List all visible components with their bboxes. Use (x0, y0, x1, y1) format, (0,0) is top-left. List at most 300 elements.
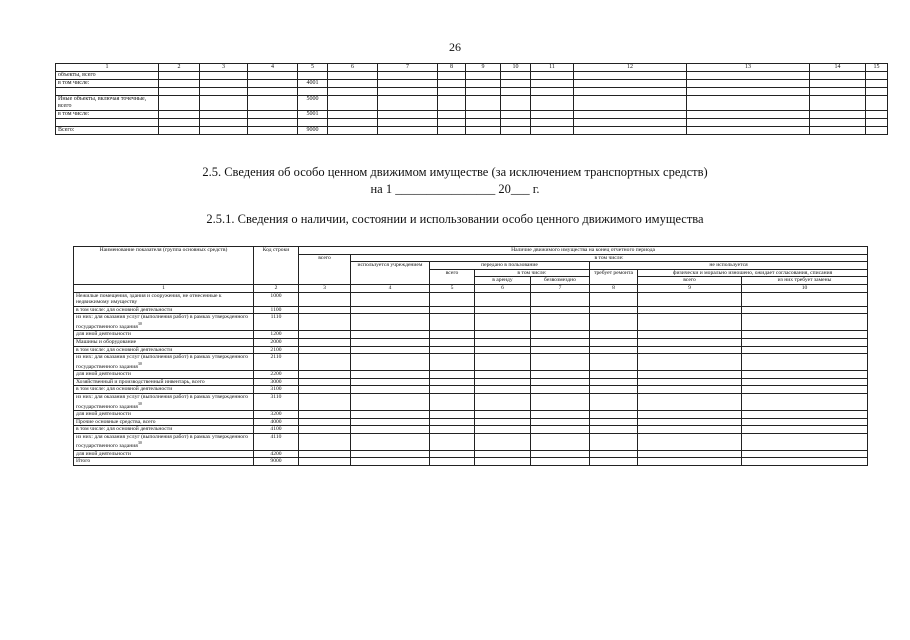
row-label (74, 354, 254, 371)
row-label-text: в том числе: для основной деятельности (76, 386, 173, 393)
table-cell (475, 314, 531, 331)
table-cell (351, 450, 430, 458)
table-cell (638, 306, 742, 314)
row-label: в том числе: (56, 111, 159, 119)
table-cell (378, 72, 438, 80)
table-cell (590, 331, 638, 339)
table-cell (430, 418, 475, 426)
row-code: 3100 (254, 386, 299, 394)
table-cell (159, 111, 200, 119)
table-cell (351, 433, 430, 450)
table-cell (638, 386, 742, 394)
table-cell (531, 72, 574, 80)
table-cell (248, 111, 298, 119)
column-number: 8 (438, 64, 466, 72)
table-row (74, 426, 868, 434)
table-cell (531, 88, 574, 96)
table-cell (590, 306, 638, 314)
table-cell (200, 111, 248, 119)
table-cell (475, 346, 531, 354)
table-cell (159, 72, 200, 80)
table-cell (475, 450, 531, 458)
table-cell (430, 331, 475, 339)
table-cell (159, 96, 200, 111)
table-cell (159, 127, 200, 135)
table-cell (475, 433, 531, 450)
row-label (74, 306, 254, 314)
table-cell (638, 411, 742, 419)
table-cell (687, 127, 810, 135)
table-cell (590, 292, 638, 306)
row-label: объекты, всего (56, 72, 159, 80)
table-cell (590, 418, 638, 426)
column-number: 8 (590, 284, 638, 292)
table-cell (810, 127, 866, 135)
continuation-table (55, 63, 888, 135)
table-cell (742, 386, 868, 394)
column-number: 12 (574, 64, 687, 72)
table-cell (590, 354, 638, 371)
table-cell (466, 127, 501, 135)
table-cell (328, 88, 378, 96)
table-cell (466, 119, 501, 127)
header-code: Код строки (254, 247, 299, 285)
table-cell (742, 338, 868, 346)
table-cell (638, 394, 742, 411)
row-label (74, 458, 254, 466)
column-number-row (56, 64, 888, 72)
row-label-text: Нежилые помещения, здания и сооружения, не отнесенные к недвижимому имуществу (76, 292, 222, 306)
table-cell (475, 458, 531, 466)
section-date: на 1 ________________ 20___ г. (370, 182, 540, 196)
table-cell (475, 426, 531, 434)
table-cell (200, 72, 248, 80)
row-label: в том числе: (56, 80, 159, 88)
row-label (74, 314, 254, 331)
table-cell (351, 314, 430, 331)
table-row (56, 80, 888, 88)
table-cell (378, 111, 438, 119)
table-cell (501, 119, 531, 127)
table-cell (531, 127, 574, 135)
table-row (74, 354, 868, 371)
table-cell (466, 80, 501, 88)
column-number: 2 (159, 64, 200, 72)
table-cell (810, 88, 866, 96)
table-cell (590, 386, 638, 394)
column-number: 1 (56, 64, 159, 72)
table-cell (531, 386, 590, 394)
row-code: 1100 (254, 306, 299, 314)
row-label (74, 331, 254, 339)
table-row (56, 119, 888, 127)
table-cell (531, 119, 574, 127)
table-cell (531, 306, 590, 314)
column-number: 10 (742, 284, 868, 292)
row-label (74, 378, 254, 386)
section-title-text: 2.5. Сведения об особо ценном движимом имуществе (за исключением транспортных средств) (202, 165, 708, 179)
table-cell (299, 394, 351, 411)
header-transferred: передано в пользование (430, 262, 590, 270)
table-cell (638, 433, 742, 450)
table-row (74, 433, 868, 450)
column-number: 6 (475, 284, 531, 292)
column-number: 9 (466, 64, 501, 72)
table-cell (574, 72, 687, 80)
table-cell (531, 111, 574, 119)
table-cell (742, 426, 868, 434)
table-cell (590, 314, 638, 331)
row-label (74, 426, 254, 434)
row-label-text: для иной деятельности (76, 450, 131, 457)
table-cell (351, 394, 430, 411)
table-cell (378, 88, 438, 96)
table-cell (351, 338, 430, 346)
column-number: 14 (810, 64, 866, 72)
table-cell (590, 371, 638, 379)
header-worn-total: всего (638, 277, 742, 285)
table-cell (574, 88, 687, 96)
header-not-used: не используется (590, 262, 868, 270)
section-title (0, 164, 910, 198)
header-free: безвозмездно (531, 277, 590, 285)
table-cell (475, 331, 531, 339)
column-number: 5 (430, 284, 475, 292)
row-label (74, 346, 254, 354)
column-number: 3 (200, 64, 248, 72)
row-label (74, 386, 254, 394)
table-cell (351, 386, 430, 394)
table-cell (742, 458, 868, 466)
column-number: 1 (74, 284, 254, 292)
table-row (74, 338, 868, 346)
table-cell (299, 418, 351, 426)
row-code: 4110 (254, 433, 299, 450)
table-cell (438, 111, 466, 119)
table-cell (200, 96, 248, 111)
row-code: 1200 (254, 331, 299, 339)
table-cell (866, 72, 888, 80)
table-row (74, 458, 868, 466)
table-cell (590, 338, 638, 346)
row-label-text: Машины и оборудование (76, 338, 137, 345)
row-code: 5001 (298, 111, 328, 119)
table-cell (466, 88, 501, 96)
table-cell (299, 371, 351, 379)
row-label-text: из них: для оказания услуг (выполнения работ) в рамках утвержденного государственного задания (76, 354, 249, 370)
table-cell (810, 96, 866, 111)
column-number: 6 (328, 64, 378, 72)
table-cell (638, 292, 742, 306)
table-cell (531, 331, 590, 339)
subsection-title: 2.5.1. Сведения о наличии, состоянии и использовании особо ценного движимого имущества (206, 212, 704, 226)
table-cell (430, 394, 475, 411)
row-label-text: Итого (76, 458, 91, 465)
row-label (56, 88, 159, 96)
column-number: 7 (531, 284, 590, 292)
table-cell (742, 331, 868, 339)
column-number: 15 (866, 64, 888, 72)
table-cell (351, 292, 430, 306)
table-cell (531, 96, 574, 111)
row-code (298, 119, 328, 127)
table-cell (531, 458, 590, 466)
table-row (74, 418, 868, 426)
table-cell (501, 72, 531, 80)
row-label (74, 433, 254, 450)
table-cell (328, 127, 378, 135)
column-number: 5 (298, 64, 328, 72)
table-cell (687, 72, 810, 80)
row-code: 2200 (254, 371, 299, 379)
table-cell (810, 72, 866, 80)
table-cell (501, 88, 531, 96)
page-number: 26 (449, 40, 461, 54)
table-row (56, 111, 888, 119)
row-label-text: в том числе: для основной деятельности (76, 306, 173, 313)
table-cell (638, 450, 742, 458)
table-cell (501, 96, 531, 111)
table-cell (430, 371, 475, 379)
table-cell (299, 458, 351, 466)
table-cell (299, 314, 351, 331)
table-cell (501, 111, 531, 119)
header-transferred-total: всего (430, 269, 475, 284)
table-row (74, 386, 868, 394)
table-cell (475, 378, 531, 386)
table-cell (531, 346, 590, 354)
table-row (74, 292, 868, 306)
table-cell (351, 378, 430, 386)
table-cell (299, 346, 351, 354)
table-cell (574, 119, 687, 127)
table-cell (574, 80, 687, 88)
row-code: 2000 (254, 338, 299, 346)
table-cell (159, 119, 200, 127)
row-label-text: Прочие основные средства, всего (76, 418, 156, 425)
table-cell (200, 88, 248, 96)
table-cell (430, 306, 475, 314)
table-cell (742, 394, 868, 411)
table-cell (248, 72, 298, 80)
table-cell (742, 306, 868, 314)
table-cell (590, 346, 638, 354)
table-cell (430, 426, 475, 434)
table-cell (590, 450, 638, 458)
table-cell (248, 119, 298, 127)
table-cell (351, 331, 430, 339)
table-cell (742, 292, 868, 306)
table-cell (430, 314, 475, 331)
table-cell (299, 331, 351, 339)
table-cell (351, 458, 430, 466)
table-cell (638, 458, 742, 466)
row-label (74, 338, 254, 346)
table-cell (638, 418, 742, 426)
table-cell (590, 433, 638, 450)
movable-property-table (73, 246, 868, 466)
header-transferred-including: в том числе: (475, 269, 590, 277)
table-cell (475, 386, 531, 394)
row-code: 1110 (254, 314, 299, 331)
table-cell (430, 292, 475, 306)
table-cell (299, 292, 351, 306)
table-cell (248, 96, 298, 111)
header-availability: Наличие движимого имущества на конец отчетного периода (299, 247, 868, 255)
table-cell (687, 88, 810, 96)
footnote-mark: 30 (137, 320, 142, 326)
table-cell (299, 354, 351, 371)
table-cell (531, 314, 590, 331)
header-repair: требует ремонта (590, 269, 638, 284)
row-label (74, 450, 254, 458)
table-cell (430, 458, 475, 466)
table-cell (810, 80, 866, 88)
row-label (56, 119, 159, 127)
row-code: 3200 (254, 411, 299, 419)
table-cell (742, 371, 868, 379)
table-cell (430, 378, 475, 386)
table-cell (159, 80, 200, 88)
row-code: 3000 (254, 378, 299, 386)
table-cell (531, 80, 574, 88)
row-code: 4001 (298, 80, 328, 88)
column-number: 10 (501, 64, 531, 72)
table-cell (866, 127, 888, 135)
table-cell (475, 292, 531, 306)
row-code: 4100 (254, 426, 299, 434)
row-code (298, 72, 328, 80)
table-row (74, 371, 868, 379)
table-cell (574, 111, 687, 119)
table-cell (430, 338, 475, 346)
table-cell (742, 411, 868, 419)
column-number: 4 (248, 64, 298, 72)
table-cell (378, 96, 438, 111)
table-cell (248, 88, 298, 96)
table-cell (378, 119, 438, 127)
table-cell (159, 88, 200, 96)
table-cell (438, 119, 466, 127)
table-cell (351, 418, 430, 426)
table-cell (328, 96, 378, 111)
row-label (74, 411, 254, 419)
footnote-mark: 30 (137, 400, 142, 406)
table-cell (430, 386, 475, 394)
table-cell (351, 306, 430, 314)
table-cell (475, 354, 531, 371)
table-row (56, 88, 888, 96)
table-cell (351, 354, 430, 371)
table-cell (299, 338, 351, 346)
table-cell (351, 371, 430, 379)
table-cell (430, 354, 475, 371)
table-cell (438, 88, 466, 96)
table-cell (200, 80, 248, 88)
table-cell (742, 433, 868, 450)
table-cell (299, 426, 351, 434)
table-row (74, 378, 868, 386)
table-cell (638, 354, 742, 371)
table-cell (687, 96, 810, 111)
row-label: Всего: (56, 127, 159, 135)
table-cell (590, 378, 638, 386)
row-label-text: из них: для оказания услуг (выполнения работ) в рамках утвержденного государственного задания (76, 314, 249, 330)
table-cell (378, 127, 438, 135)
table-cell (687, 80, 810, 88)
table-cell (200, 119, 248, 127)
table-row (56, 72, 888, 80)
column-number: 13 (687, 64, 810, 72)
table-cell (299, 306, 351, 314)
table-cell (590, 426, 638, 434)
table-cell (866, 80, 888, 88)
table-cell (590, 411, 638, 419)
table-cell (866, 111, 888, 119)
table-cell (866, 88, 888, 96)
row-label (74, 418, 254, 426)
table-cell (687, 119, 810, 127)
table-cell (475, 394, 531, 411)
table-cell (531, 418, 590, 426)
row-label-text: для иной деятельности (76, 371, 131, 378)
column-number: 9 (638, 284, 742, 292)
table-cell (430, 346, 475, 354)
footnote-mark: 30 (137, 440, 142, 446)
row-label: Иные объекты, включая точечные, всего (56, 96, 159, 111)
table-cell (351, 411, 430, 419)
table-cell (687, 111, 810, 119)
table-cell (742, 378, 868, 386)
footnote-mark: 30 (137, 360, 142, 366)
table-cell (810, 111, 866, 119)
table-cell (590, 394, 638, 411)
table-cell (531, 411, 590, 419)
row-label (74, 394, 254, 411)
table-cell (638, 371, 742, 379)
table-row (74, 394, 868, 411)
table-cell (866, 96, 888, 111)
table-cell (438, 72, 466, 80)
table-cell (531, 338, 590, 346)
row-label-text: Хозяйственный и производственный инвентарь, всего (76, 378, 205, 385)
table-cell (466, 111, 501, 119)
row-label (74, 292, 254, 306)
table-cell (438, 80, 466, 88)
table-row (74, 450, 868, 458)
table-row (56, 127, 888, 135)
table-cell (531, 394, 590, 411)
table-cell (531, 378, 590, 386)
row-label-text: в том числе: для основной деятельности (76, 426, 173, 433)
row-code: 4000 (254, 418, 299, 426)
table-cell (742, 418, 868, 426)
table-cell (438, 127, 466, 135)
row-code: 4200 (254, 450, 299, 458)
table-cell (475, 371, 531, 379)
table-cell (248, 127, 298, 135)
table-cell (742, 354, 868, 371)
table-cell (430, 411, 475, 419)
header-worn-out: физически и морально изношено, ожидает согласования, списания (638, 269, 868, 277)
table-row (74, 346, 868, 354)
row-label-text: для иной деятельности (76, 331, 131, 338)
table-row (74, 306, 868, 314)
table-cell (378, 80, 438, 88)
table-cell (742, 314, 868, 331)
table-cell (466, 96, 501, 111)
column-number: 3 (299, 284, 351, 292)
